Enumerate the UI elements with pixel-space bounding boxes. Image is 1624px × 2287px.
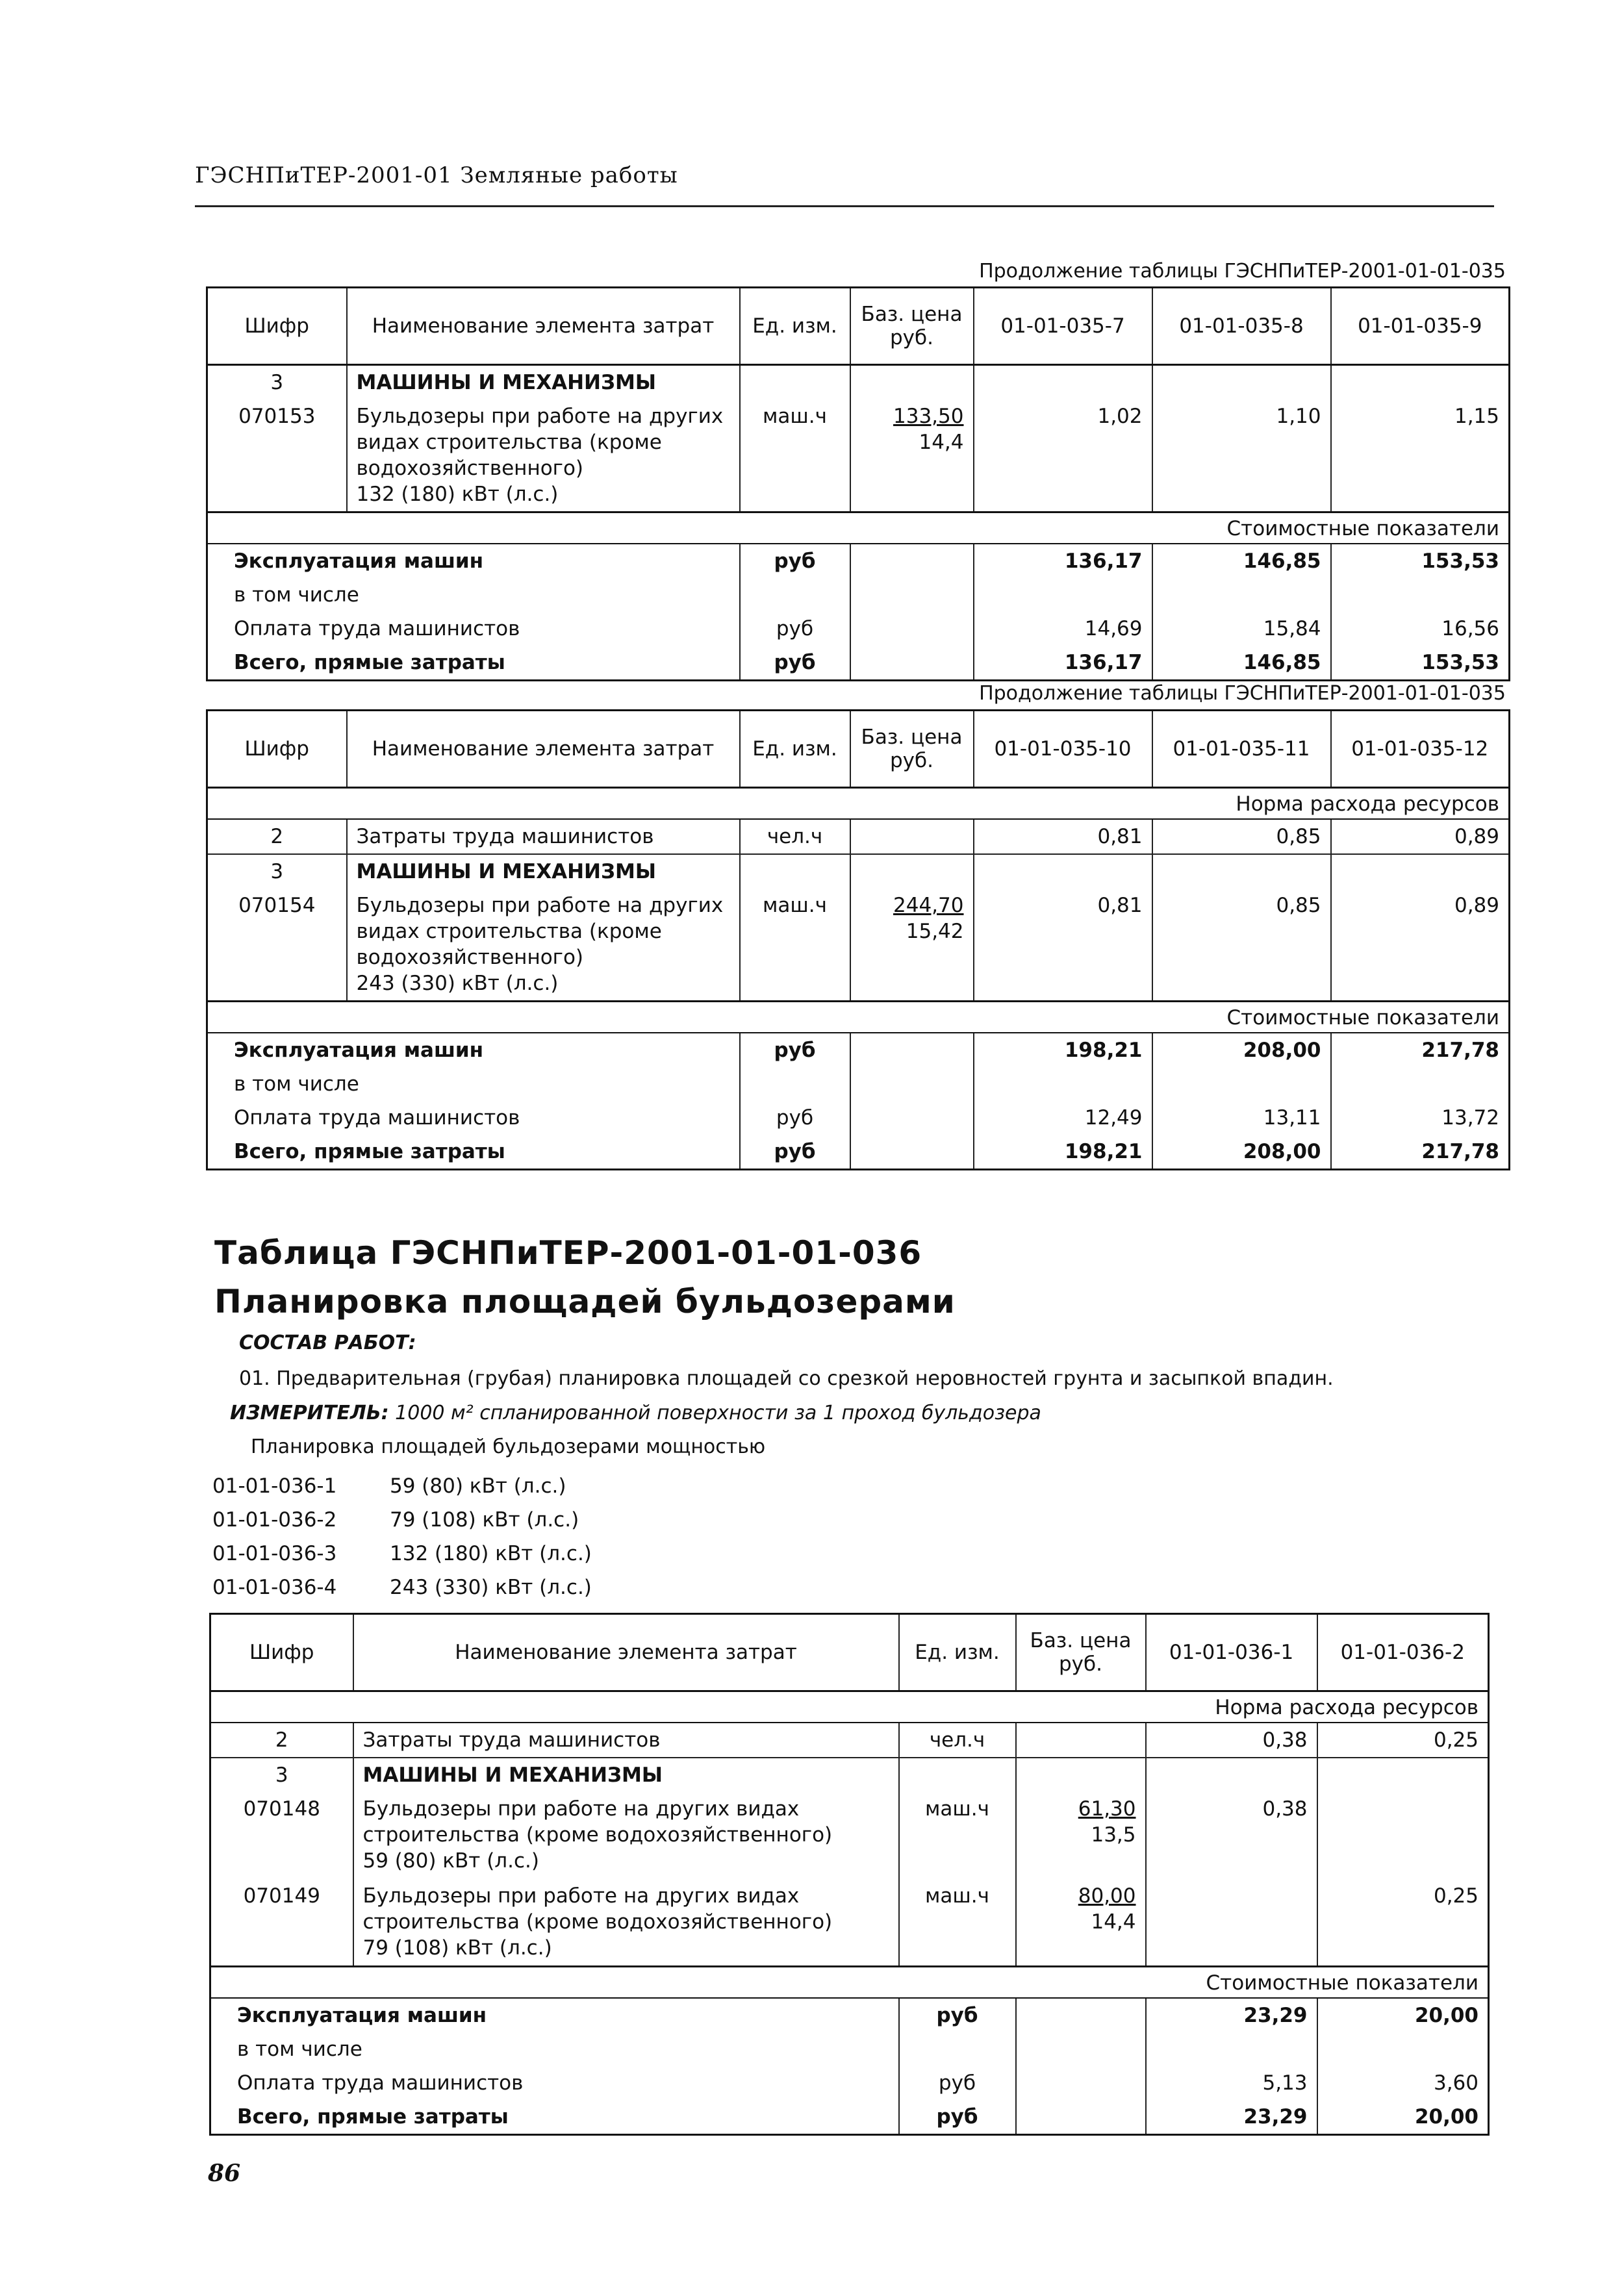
list-item: 01-01-036-3 132 (180) кВт (л.с.): [212, 1542, 592, 1565]
col-variant-2: 01-01-036-2: [1317, 1614, 1489, 1691]
section-row: [210, 1691, 1489, 1723]
group-name: МАШИНЫ И МЕХАНИЗМЫ: [347, 365, 740, 400]
header-rule: [195, 205, 1494, 207]
summary-row: Эксплуатация машин руб 23,29 20,00: [210, 1998, 1489, 2032]
col-unit: Ед. изм.: [899, 1614, 1016, 1691]
col-price: Баз. цена руб.: [1016, 1614, 1146, 1691]
resource-price: 80,00 14,4: [1016, 1879, 1146, 1966]
section-row: [210, 1966, 1489, 1998]
summary-row: в том числе: [210, 2032, 1489, 2066]
resource-name: Бульдозеры при работе на других видах строительства (кроме водохозяйственного) 79 (108) кВт (л.с.): [353, 1879, 899, 1966]
summary-row: Оплата труда машинистов руб 14,69 15,84 16,56: [207, 612, 1510, 646]
col-unit: Ед. изм.: [740, 288, 850, 365]
section-label: Стоимостные показатели: [207, 1002, 1510, 1033]
resource-price: 61,30 13,5: [1016, 1792, 1146, 1879]
summary-row: Эксплуатация машин руб 198,21 208,00 217,78: [207, 1033, 1510, 1067]
resource-name: Бульдозеры при работе на других видах строительства (кроме водохозяйственного) 59 (80) кВт (л.с.): [353, 1792, 899, 1879]
section-row: [207, 788, 1510, 820]
col-variant-1: 01-01-035-7: [974, 288, 1152, 365]
group-name: МАШИНЫ И МЕХАНИЗМЫ: [347, 854, 740, 889]
table2-header-row: [207, 711, 1510, 788]
group-code: 3: [210, 1758, 353, 1792]
col-name: Наименование элемента затрат: [347, 711, 740, 788]
resource-price: 133,50 14,4: [850, 399, 974, 512]
list-item: 01-01-036-1 59 (80) кВт (л.с.): [212, 1474, 566, 1498]
measurer: [230, 1402, 1041, 1424]
group-code: 3: [207, 365, 347, 400]
col-name: Наименование элемента затрат: [347, 288, 740, 365]
table-row: 070148 Бульдозеры при работе на других видах строительства (кроме водохозяйственного) 59 (80) кВт (л.с.) маш.ч 61,30 13,5 0,38: [210, 1792, 1489, 1879]
table3-header-row: [210, 1614, 1489, 1691]
table-row: [207, 854, 1510, 889]
summary-row: Оплата труда машинистов руб 12,49 13,11 13,72: [207, 1101, 1510, 1135]
section-row: [207, 1002, 1510, 1033]
resource-price: 244,70 15,42: [850, 889, 974, 1002]
col-price: Баз. цена руб.: [850, 288, 974, 365]
table-row: 070149 Бульдозеры при работе на других видах строительства (кроме водохозяйственного) 79 (108) кВт (л.с.) маш.ч 80,00 14,4 0,25: [210, 1879, 1489, 1966]
summary-row: Оплата труда машинистов руб 5,13 3,60: [210, 2066, 1489, 2100]
resource-code: 070149: [210, 1879, 353, 1966]
table-row: [207, 365, 1510, 400]
table-title: Таблица ГЭСНПиТЕР-2001-01-01-036: [214, 1234, 922, 1272]
resource-code: 070148: [210, 1792, 353, 1879]
section-label: Стоимостные показатели: [210, 1966, 1489, 1998]
resource-code: 070154: [207, 889, 347, 1002]
running-header: ГЭСНПиТЕР-2001-01 Земляные работы: [195, 162, 678, 188]
section-row: [207, 512, 1510, 544]
section-label: Стоимостные показатели: [207, 512, 1510, 544]
col-variant-2: 01-01-035-8: [1152, 288, 1331, 365]
group-code: 3: [207, 854, 347, 889]
table-row: [207, 399, 1510, 512]
intro-text: Планировка площадей бульдозерами мощностью: [251, 1435, 766, 1458]
col-variant-3: 01-01-035-9: [1331, 288, 1510, 365]
resource-name: Бульдозеры при работе на других видах строительства (кроме водохозяйственного) 243 (330) кВт (л.с.): [347, 889, 740, 1002]
measurer-text: 1000 м² спланированной поверхности за 1 проход бульдозера: [395, 1402, 1041, 1424]
table-subtitle: Планировка площадей бульдозерами: [214, 1283, 956, 1320]
table1: [206, 286, 1510, 681]
variant-list: [212, 1469, 592, 1604]
col-code: Шифр: [207, 288, 347, 365]
norm-label: Норма расхода ресурсов: [207, 788, 1510, 820]
norm-label: Норма расхода ресурсов: [210, 1691, 1489, 1723]
resource-value: 1,15: [1331, 399, 1510, 512]
summary-row: в том числе: [207, 578, 1510, 612]
table2-caption: Продолжение таблицы ГЭСНПиТЕР-2001-01-01-035: [979, 682, 1506, 705]
summary-row: Эксплуатация машин руб 136,17 146,85 153,53: [207, 544, 1510, 578]
resource-value: 1,02: [974, 399, 1152, 512]
table-row: 2 Затраты труда машинистов чел.ч 0,38 0,25: [210, 1723, 1489, 1758]
col-variant-1: 01-01-036-1: [1146, 1614, 1317, 1691]
measurer-label: ИЗМЕРИТЕЛЬ:: [230, 1402, 389, 1424]
page-number: 86: [208, 2160, 241, 2187]
resource-value: 1,10: [1152, 399, 1331, 512]
work-composition-title: СОСТАВ РАБОТ:: [239, 1332, 416, 1354]
col-variant-3: 01-01-035-12: [1331, 711, 1510, 788]
table-row: 2 Затраты труда машинистов чел.ч 0,81 0,85 0,89: [207, 819, 1510, 854]
summary-row: Всего, прямые затраты руб 136,17 146,85 153,53: [207, 646, 1510, 681]
work-item: 01. Предварительная (грубая) планировка площадей со срезкой неровностей грунта и засыпкой впадин.: [239, 1367, 1334, 1390]
table2: [206, 709, 1510, 1170]
summary-row: Всего, прямые затраты руб 23,29 20,00: [210, 2100, 1489, 2135]
table-row: [210, 1758, 1489, 1792]
resource-unit: маш.ч: [740, 399, 850, 512]
table3: [209, 1613, 1490, 2136]
col-name: Наименование элемента затрат: [353, 1614, 899, 1691]
resource-name: Бульдозеры при работе на других видах строительства (кроме водохозяйственного) 132 (180) кВт (л.с.): [347, 399, 740, 512]
table1-header-row: [207, 288, 1510, 365]
summary-row: в том числе: [207, 1067, 1510, 1101]
col-code: Шифр: [210, 1614, 353, 1691]
col-variant-1: 01-01-035-10: [974, 711, 1152, 788]
list-item: 01-01-036-2 79 (108) кВт (л.с.): [212, 1508, 579, 1532]
col-variant-2: 01-01-035-11: [1152, 711, 1331, 788]
table-row: 070154 Бульдозеры при работе на других видах строительства (кроме водохозяйственного) 243 (330) кВт (л.с.) маш.ч 244,70 15,42 0,81 0,85 0,89: [207, 889, 1510, 1002]
col-code: Шифр: [207, 711, 347, 788]
resource-code: 070153: [207, 399, 347, 512]
table1-caption: Продолжение таблицы ГЭСНПиТЕР-2001-01-01-035: [979, 260, 1506, 283]
group-name: МАШИНЫ И МЕХАНИЗМЫ: [353, 1758, 899, 1792]
col-price: Баз. цена руб.: [850, 711, 974, 788]
list-item: 01-01-036-4 243 (330) кВт (л.с.): [212, 1576, 592, 1599]
summary-row: Всего, прямые затраты руб 198,21 208,00 217,78: [207, 1135, 1510, 1170]
col-unit: Ед. изм.: [740, 711, 850, 788]
